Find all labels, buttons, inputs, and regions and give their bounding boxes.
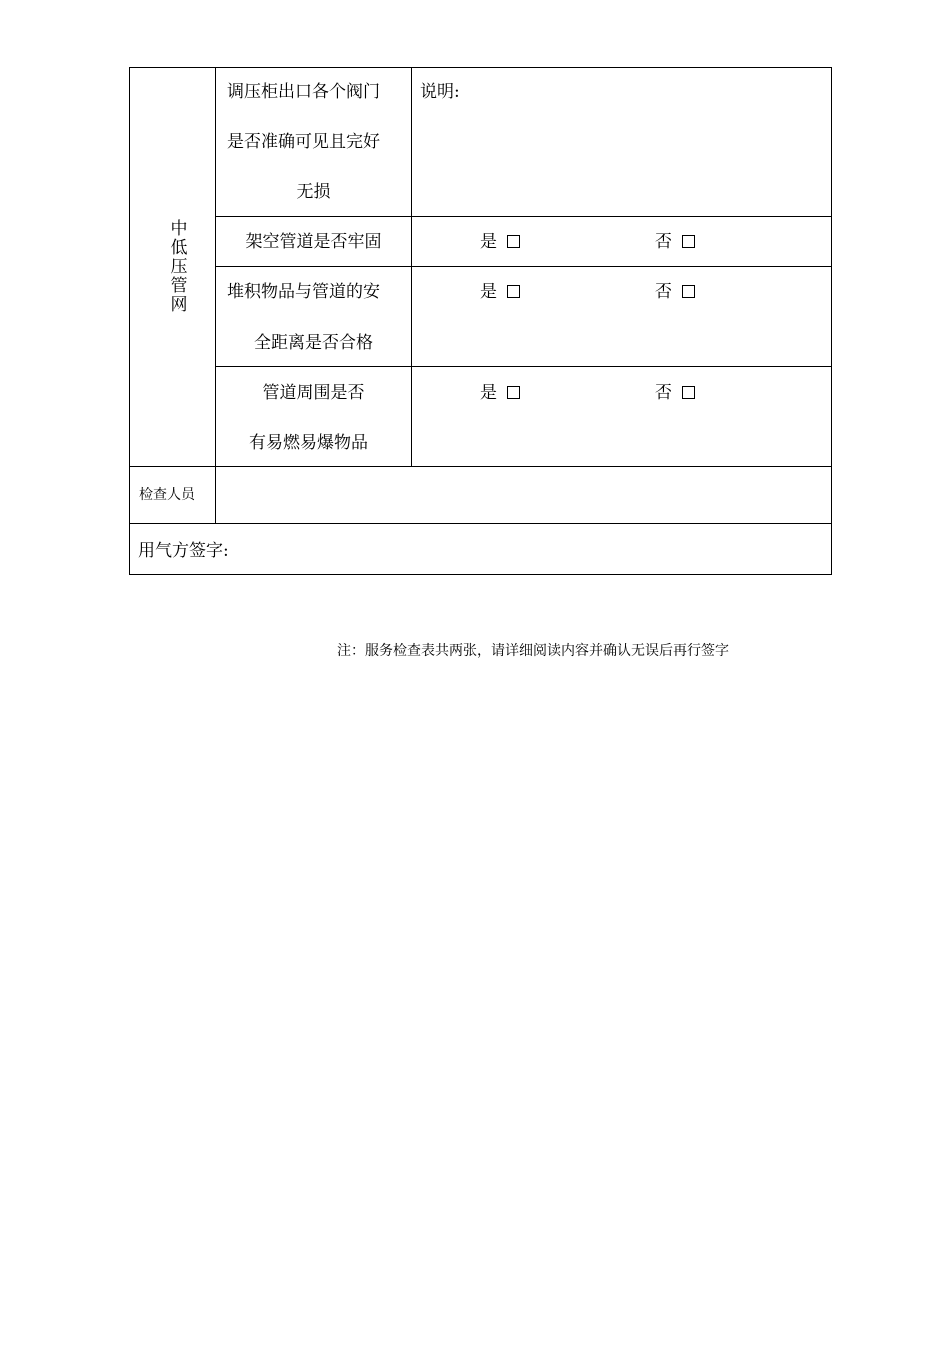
- table-border-right: [831, 67, 832, 575]
- row-3-item-line-2: 全距离是否合格: [254, 333, 373, 353]
- row-divider-2: [215, 266, 832, 267]
- no-checkbox[interactable]: [682, 386, 695, 399]
- row-3-item-line-1: 堆积物品与管道的安: [227, 282, 380, 302]
- yes-checkbox[interactable]: [507, 235, 520, 248]
- row-1-note-label: 说明:: [420, 82, 460, 102]
- yes-checkbox[interactable]: [507, 285, 520, 298]
- signature-label: 用气方签字:: [138, 541, 229, 561]
- no-label: 否: [655, 383, 672, 403]
- section-label-char: 网: [170, 295, 188, 315]
- table-border-bottom: [129, 574, 832, 575]
- section-label-char: 压: [170, 257, 188, 277]
- row-4-no-option[interactable]: [655, 383, 695, 403]
- yes-label: 是: [480, 232, 497, 252]
- yes-label: 是: [480, 383, 497, 403]
- section-label-char: 管: [170, 276, 188, 296]
- inspector-field[interactable]: [216, 467, 831, 523]
- no-checkbox[interactable]: [682, 235, 695, 248]
- row-4-yes-option[interactable]: [480, 383, 520, 403]
- row-4-item-line-1: 管道周围是否: [262, 383, 365, 403]
- row-divider-1: [215, 216, 832, 217]
- no-label: 否: [655, 232, 672, 252]
- section-label-vertical: [168, 220, 190, 315]
- yes-label: 是: [480, 282, 497, 302]
- row-1-item-line-3: 无损: [296, 182, 331, 202]
- column-divider-item: [411, 67, 412, 467]
- section-label-char: 中: [170, 219, 188, 239]
- row-1-item-line-2: 是否准确可见且完好: [227, 132, 380, 152]
- row-3-yes-option[interactable]: [480, 282, 520, 302]
- no-label: 否: [655, 282, 672, 302]
- row-4-item-line-2: 有易燃易爆物品: [249, 433, 368, 453]
- footer-note: 注：服务检查表共两张，请详细阅读内容并确认无误后再行签字: [337, 643, 729, 659]
- yes-checkbox[interactable]: [507, 386, 520, 399]
- no-checkbox[interactable]: [682, 285, 695, 298]
- inspector-label: 检查人员: [139, 487, 195, 503]
- signature-field[interactable]: [260, 524, 831, 574]
- row-1-item-line-1: 调压柜出口各个阀门: [227, 82, 380, 102]
- row-2-item-line-1: 架空管道是否牢固: [245, 232, 382, 252]
- section-label-char: 低: [170, 238, 188, 258]
- table-border-left: [129, 67, 130, 575]
- row-divider-3: [215, 366, 832, 367]
- row-2-no-option[interactable]: [655, 232, 695, 252]
- table-border-top: [129, 67, 832, 68]
- row-2-yes-option[interactable]: [480, 232, 520, 252]
- column-divider-section: [215, 67, 216, 524]
- row-3-no-option[interactable]: [655, 282, 695, 302]
